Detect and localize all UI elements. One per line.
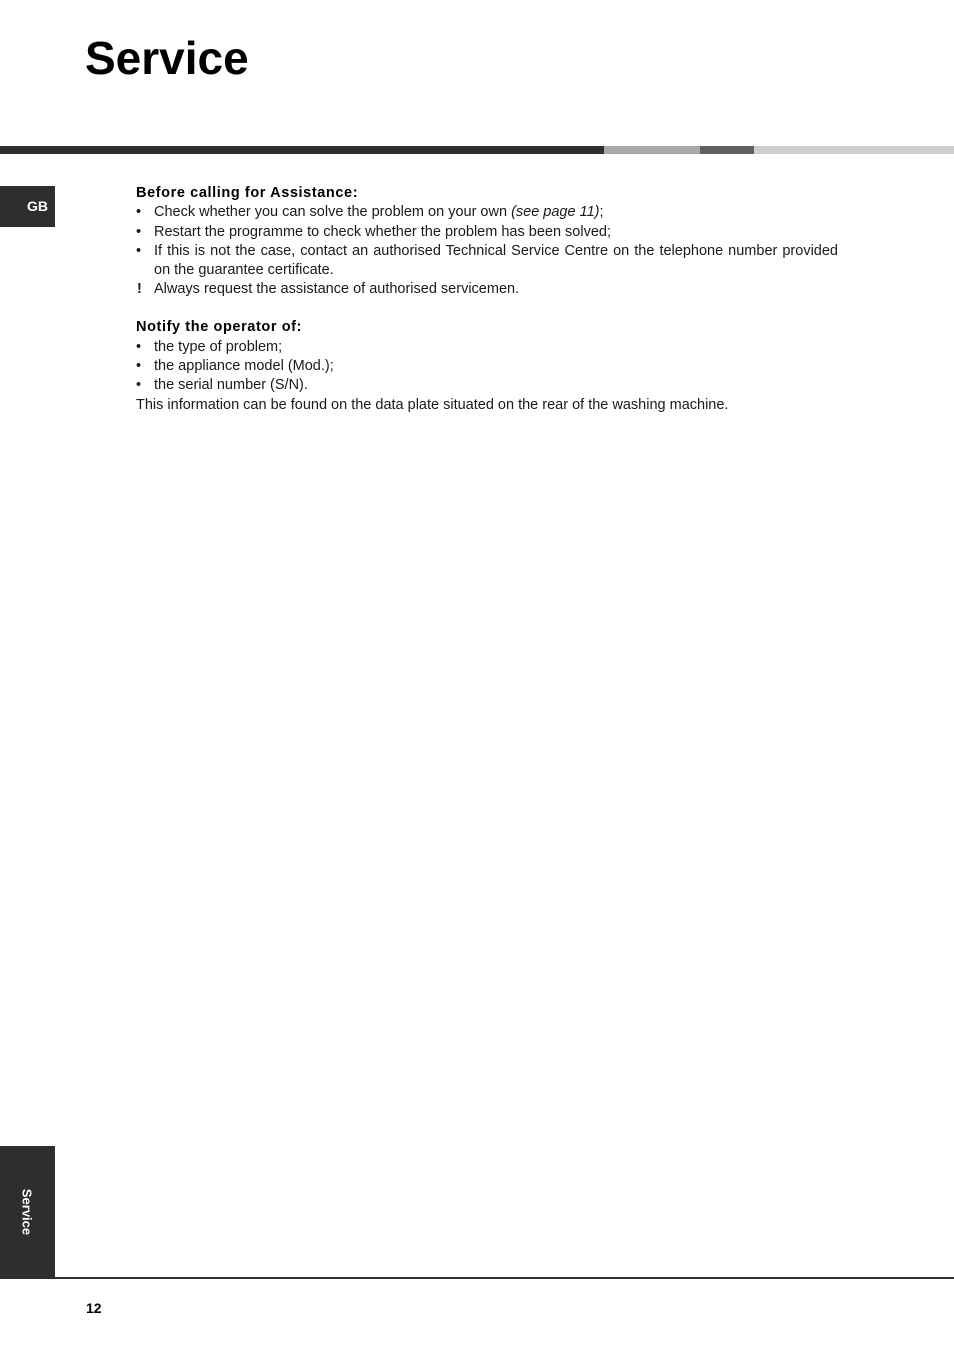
bullet-icon: • xyxy=(136,242,142,259)
section-side-tab-label: Service xyxy=(19,1188,35,1236)
header-rule-segment-mid xyxy=(604,146,700,154)
list-item-text: the appliance model (Mod.); xyxy=(154,358,334,375)
warning-item xyxy=(136,280,838,299)
bullet-icon: • xyxy=(136,204,142,221)
list-item xyxy=(136,376,838,395)
notify-list xyxy=(136,338,838,396)
header-rule-segment-light xyxy=(754,146,954,154)
bullet-icon: • xyxy=(136,377,142,394)
list-item-text: Restart the programme to check whether the problem has been solved; xyxy=(154,223,611,240)
before-calling-heading: Before calling for Assistance: xyxy=(136,185,359,201)
list-item xyxy=(136,357,838,376)
list-item-punctuation: ; xyxy=(599,204,604,221)
list-item xyxy=(136,242,838,281)
list-item xyxy=(136,203,838,222)
list-item-text: If this is not the case, contact an authorised Technical Service Centre on the telephone number provided on the guarantee certificate. xyxy=(154,242,838,279)
warning-icon: ! xyxy=(137,281,142,298)
list-item-text: the type of problem; xyxy=(154,338,283,355)
bullet-icon: • xyxy=(136,358,142,375)
footer-rule xyxy=(0,1277,954,1279)
page-reference: (see page 11) xyxy=(511,204,600,221)
list-item-text: the serial number (S/N). xyxy=(154,377,308,394)
notify-heading: Notify the operator of: xyxy=(136,319,303,336)
header-rule xyxy=(0,146,954,154)
header-rule-segment-darkgray xyxy=(700,146,754,154)
bullet-icon: • xyxy=(136,223,142,240)
main-content xyxy=(136,184,838,415)
section-spacer xyxy=(136,300,838,319)
data-plate-note: This information can be found on the data plate situated on the rear of the washing machine. xyxy=(136,396,729,413)
list-item xyxy=(136,338,838,357)
warning-text: Always request the assistance of authorised servicemen. xyxy=(154,281,520,298)
before-calling-list xyxy=(136,203,838,299)
list-item xyxy=(136,223,838,242)
header-rule-segment-dark xyxy=(0,146,604,154)
bullet-icon: • xyxy=(136,338,142,355)
page-number: 12 xyxy=(86,1300,102,1316)
page-title: Service xyxy=(85,32,249,84)
language-tab: GB xyxy=(0,186,55,227)
list-item-text: Check whether you can solve the problem on your own xyxy=(154,204,512,221)
